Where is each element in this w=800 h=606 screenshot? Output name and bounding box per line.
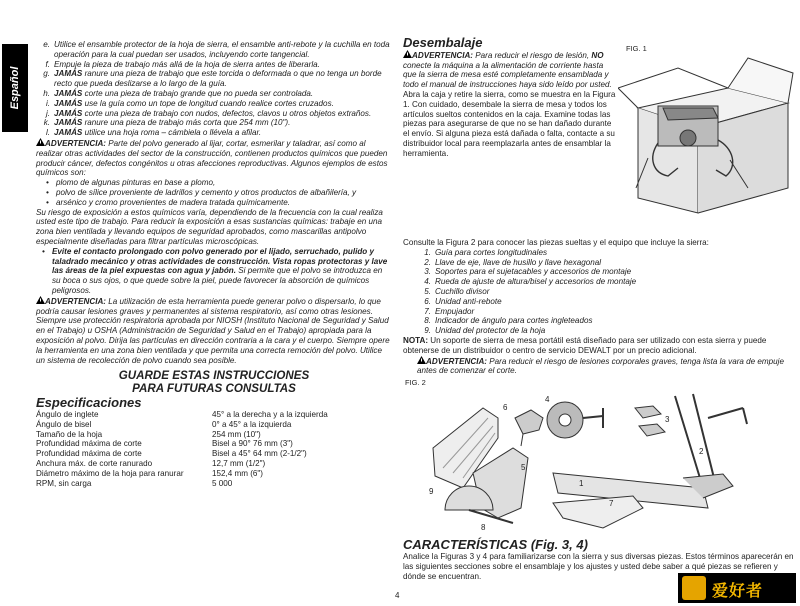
warning-triangle-icon [417,356,426,364]
list-item: 4. Rueda de ajuste de altura/bisel y accesorios de montaje [424,277,637,287]
list-item: 5. Cuchillo divisor [424,286,490,296]
list-item: 8. Indicador de ángulo para cortes ingleteados [424,316,593,326]
left-column [36,40,392,488]
list-item: 2. Llave de eje, llave de husillo y llave hexagonal [424,257,602,267]
table-row: Tamaño de la hoja 254 mm (10") [36,429,261,439]
callout-4: 4 [545,395,550,405]
list-item: • plomo de algunas pinturas en base a plomo, [36,178,392,188]
callout-3: 3 [665,415,670,425]
list-item: 9. Unidad del protector de la hoja [424,326,546,336]
figure-2-label: FIG. 2 [405,378,426,388]
callout-1: 1 [579,479,584,489]
list-item: 1. Guía para cortes longitudinales [424,247,548,257]
table-row: Profundidad máxima de corte Bisel a 45° 64 mm (2-1/2") [36,449,307,459]
right-column [403,35,795,581]
list-item: k. JAMÁS ranure una pieza de trabajo más corta que 254 mm (10"). [43,118,291,128]
callout-5: 5 [521,463,526,473]
callout-7: 7 [609,499,614,509]
table-row: Diámetro máximo de la hoja para ranurar 152,4 mm (6") [36,468,264,478]
warning-dust: ADVERTENCIA: La utilización de esta herramienta puede generar polvo o dispersarlo, lo que podría causar lesiones graves y permanentes al sistema respiratorio, así como otras lesiones. Siempre use protección respiratoria aprobada por NIOSH (Instituto Nacional de Seguridad y Salud en el Trabajo) u OSHA (Administración de Seguridad y Salud en el Trabajo) apropiada para la exposición al polvo. Dirija las partículas en dirección contraria a la cara y el cuerpo. Siempre opere la herramienta en una zona bien ventilada y que permita una correcta remoción del polvo. Utilice un sistema de recolección de polvo cuando sea posible. [36,296,390,365]
warning-push-stick: ADVERTENCIA: Para reducir el riesgo de lesiones corporales graves, tenga lista la vara de empuje antes de comenzar el corte. [417,356,784,376]
list-item: 3. Soportes para el sujetacables y accesorios de montaje [424,267,632,277]
list-item: e. Utilice el ensamble protector de la hoja de sierra, el ensamble anti-rebote y la cuchilla en toda operación para la cual puedan ser usados, incluyendo corte tangencial. [43,40,390,59]
callout-9: 9 [429,487,434,497]
warning-triangle-icon [36,296,45,304]
list-item: i. JAMÁS use la guía como un tope de longitud cuando realice cortes cruzados. [45,98,334,108]
safety-list [36,40,392,138]
table-row: RPM, sin carga 5 000 [36,478,233,488]
table-row: Ángulo de bisel 0° a 45° a la izquierda [36,419,292,429]
list-item: f. Empuje la pieza de trabajo más allá de la hoja de sierra antes de liberarla. [45,59,320,69]
list-item: • polvo de sílice proveniente de ladrillos y cemento y otros productos de albañilería, y [36,188,392,198]
saw-in-box-illustration [618,48,795,218]
loose-parts-illustration [403,378,795,538]
language-tab [2,44,28,132]
page-number: 4 [395,591,400,600]
features-heading: CARACTERÍSTICAS (Fig. 3, 4) [403,537,588,553]
warning-unplugged: ADVERTENCIA: Para reducir el riesgo de lesión, NO conecte la máquina a la alimentación de corriente hasta que la sierra de mesa esté completamente ensamblada y todo el manual de instrucciones haya sido leído por usted. [403,50,612,90]
warning-triangle-icon [36,138,45,146]
exposure-paragraph: Su riesgo de exposición a estos químicos varía, dependiendo de la frecuencia con la cual realiza usted este tipo de trabajo. Para reducir la exposición a esas sustancias químicas: trabaje en una zona bien ventilada y llevando equipos de seguridad aprobados, como mascarillas antipolvo especialmente diseñadas para filtrar partículas microscópicas. [36,207,383,246]
list-item: h. JAMÁS corte una pieza de trabajo grande que no pueda ser controlada. [43,88,314,98]
consult-line: Consulte la Figura 2 para conocer las piezas sueltas y el equipo que incluye la sierra: [403,238,709,247]
language-tab-label: Español [9,66,21,110]
parts-list [403,248,795,336]
table-row: Anchura máx. de corte ranurado 12,7 mm (1/2") [36,459,266,469]
callout-2: 2 [699,447,704,457]
warning-triangle-icon [403,50,412,58]
note-paragraph: NOTA: Un soporte de sierra de mesa portátil está diseñado para ser utilizado con esta sierra y puede obtenerse de un distribuidor o centro de servicio DEWALT por un precio adicional. [403,335,767,355]
list-item: 7. Empujador [424,306,475,316]
chemical-examples [36,178,392,207]
list-item: l. JAMÁS utilice una hoja roma – cámbiela o llévela a afilar. [45,128,262,138]
figure-2 [403,378,795,538]
figure-1-label: FIG. 1 [626,44,647,53]
specifications-table [36,410,392,488]
unpack-paragraph: Abra la caja y retire la sierra, como se muestra en la Figura 1. Con cuidado, desembale la sierra de mesa y todos los artículos sueltos contenidos en la caja. Examine todas las piezas para asegurarse de que no se han dañado durante el envío. Si alguna pieza está dañada o falta, contacte a su distribuidor local para reemplazarla antes de ensamblar la herramienta. [403,89,616,158]
watermark-logo: 爱好者 [678,573,796,603]
callout-8: 8 [481,523,486,533]
contact-bullet [36,247,392,296]
list-item: • Evite el contacto prolongado con polvo generado por el lijado, serruchado, pulido y taladrado mecánico y otras actividades de construcción. Vista ropas protectoras y lave las áreas de la piel expuestas con agua y jabón. Si permite que el polvo se introduzca en su boca o sus ojos, o que quede sobre la piel, puede favorecer la absorción de químicos peligrosos. [36,247,392,296]
logo-icon [682,576,706,600]
specifications-heading: Especificaciones [36,395,142,411]
list-item: • arsénico y cromo provenientes de madera tratada químicamente. [36,198,392,208]
keep-instructions-heading: GUARDE ESTAS INSTRUCCIONES PARA FUTURAS CONSULTAS [118,369,310,396]
features-paragraph: Analice la Figuras 3 y 4 para familiarizarse con la sierra y sus diversas piezas. Estos términos aparecerán en las siguientes secciones sobre el ensamblaje y los ajustes y usted debe saber a qué piezas se refieren y dónde se encuentran. [403,551,794,581]
list-item: 6. Unidad anti-rebote [424,296,502,306]
table-row: Profundidad máxima de corte Bisel a 90° 76 mm (3") [36,439,293,449]
table-row: Ángulo de inglete 45° a la derecha y a la izquierda [36,410,328,420]
list-item: g. JAMÁS ranure una pieza de trabajo que este torcida o deformada o que no tenga un borde recto que pueda deslizarse a lo largo de la guía. [43,69,382,89]
list-item: j. JAMÁS corte una pieza de trabajo con nudos, defectos, clavos u otros objetos extraños. [45,108,372,118]
callout-6: 6 [503,403,508,413]
figure-1 [618,38,795,238]
warning-chemicals: ADVERTENCIA: Parte del polvo generado al lijar, cortar, esmerilar y taladrar, así como al realizar otras actividades del sector de la construcción, contienen productos químicos que pueden producir cáncer, defectos congénitos u otras afecciones reproductivas. Algunos ejemplos de estos químicos son: [36,138,388,178]
unpacking-heading: Desembalaje [403,35,483,50]
